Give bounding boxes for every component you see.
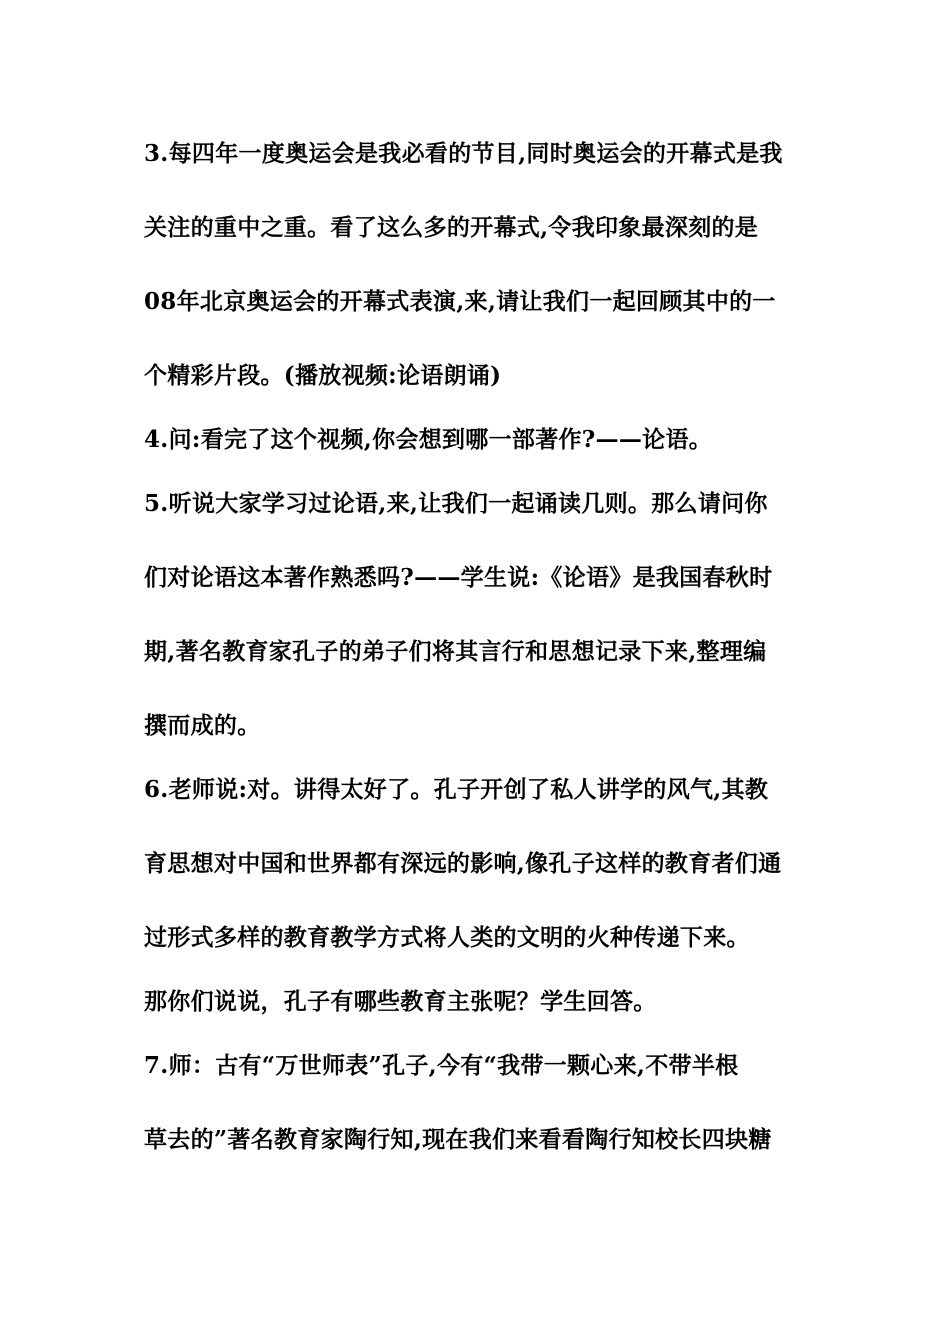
text-line: 们对论语这本著作熟悉吗?——学生说:《论语》是我国春秋时: [144, 564, 773, 591]
text-line: 5.听说大家学习过论语,来,让我们一起诵读几则。那么请问你: [144, 490, 768, 517]
text-line: 那你们说说，孔子有哪些教育主张呢？学生回答。: [144, 988, 657, 1015]
text-line: 4.问:看完了这个视频,你会想到哪一部著作?——论语。: [144, 426, 713, 453]
text-line: 7.师：古有“万世师表”孔子,今有“我带一颗心来,不带半根: [144, 1052, 739, 1079]
text-line: 6.老师说:对。讲得太好了。孔子开创了私人讲学的风气,其教: [144, 776, 769, 803]
text-line: 个精彩片段。(播放视频:论语朗诵): [144, 362, 502, 389]
text-line: 08年北京奥运会的开幕式表演,来,请让我们一起回顾其中的一: [144, 288, 776, 315]
text-line: 期,著名教育家孔子的弟子们将其言行和思想记录下来,整理编: [144, 638, 767, 665]
text-line: 撰而成的。: [144, 712, 261, 739]
text-line: 关注的重中之重。看了这么多的开幕式,令我印象最深刻的是: [144, 214, 759, 241]
text-line: 过形式多样的教育教学方式将人类的文明的火种传递下来。: [144, 924, 750, 951]
text-line: 3.每四年一度奥运会是我必看的节目,同时奥运会的开幕式是我: [144, 140, 783, 167]
text-line: 草去的”著名教育家陶行知,现在我们来看看陶行知校长四块糖: [144, 1126, 772, 1153]
text-line: 育思想对中国和世界都有深远的影响,像孔子这样的教育者们通: [144, 850, 782, 877]
